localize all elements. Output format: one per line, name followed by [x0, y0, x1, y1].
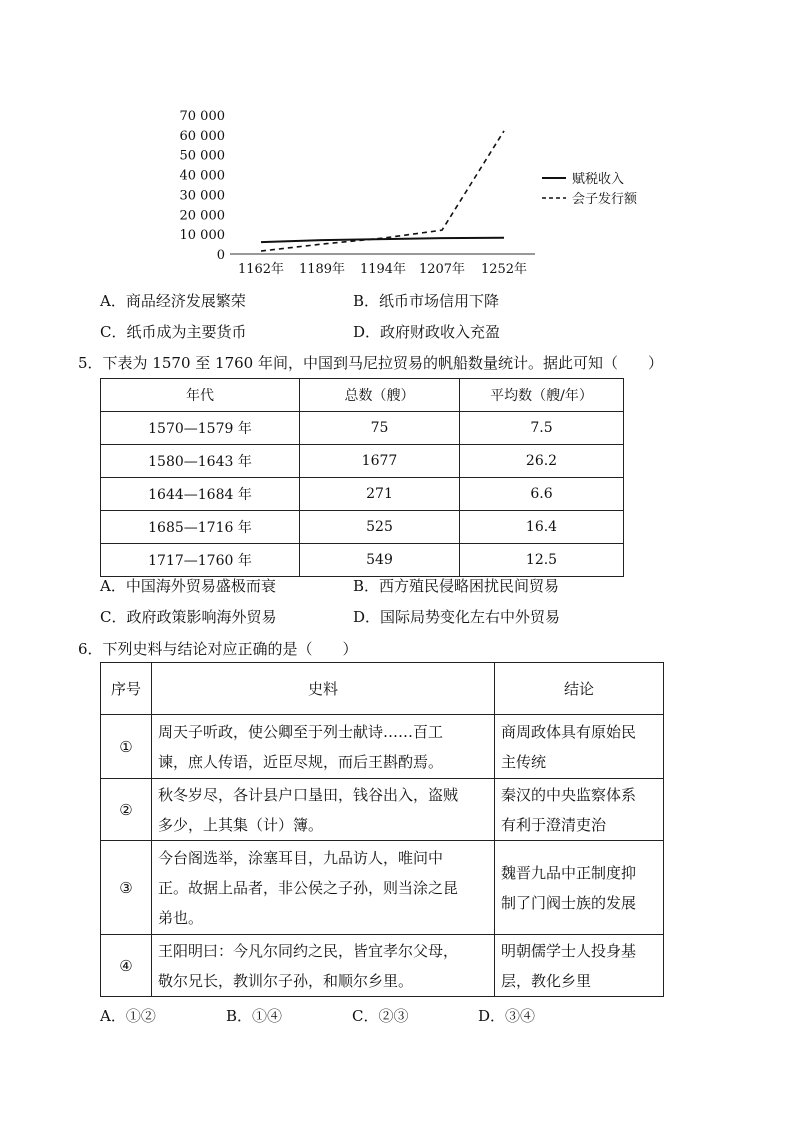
conclusion-line: 制了门阀士族的发展 — [501, 893, 637, 912]
row-number: ④ — [101, 935, 152, 997]
source-line: 谏，庶人传语，近臣尽规，而后王斟酌焉。 — [158, 752, 444, 771]
series-lines — [261, 131, 504, 251]
q6-option-b[interactable]: B．①④ — [226, 1007, 283, 1025]
conclusion-cell — [495, 779, 664, 841]
q5-table — [100, 378, 624, 577]
table-cell: 1580—1643 年 — [101, 445, 300, 478]
q6-option-c[interactable]: C．②③ — [352, 1007, 409, 1025]
q5-option-d[interactable]: D．国际局势变化左右中外贸易 — [353, 608, 561, 626]
y-tick-label: 20 000 — [179, 208, 225, 224]
table-row — [101, 478, 624, 511]
x-tick-label: 1194年 — [359, 262, 407, 277]
x-tick-label: 1207年 — [418, 262, 466, 277]
conclusion-line: 商周政体具有原始民 — [501, 722, 637, 741]
source-line: 多少，上其集（计）簿。 — [158, 815, 324, 834]
table-row — [101, 715, 664, 779]
conclusion-line: 魏晋九品中正制度抑 — [501, 863, 637, 882]
legend — [542, 171, 638, 207]
table-cell: 1685—1716 年 — [101, 511, 300, 544]
conclusion-line: 层，教化乡里 — [501, 971, 592, 990]
q5-option-a[interactable]: A．中国海外贸易盛极而衰 — [100, 577, 276, 595]
conclusion-cell — [495, 841, 664, 935]
source-line: 秋冬岁尽，各计县户口垦田，钱谷出入，盗贼 — [158, 785, 459, 804]
table-cell: 75 — [300, 412, 460, 445]
q4-option-d[interactable]: D．政府财政收入充盈 — [353, 323, 501, 341]
source-line: 正。故据上品者，非公侯之子孙，则当涂之昆 — [158, 878, 459, 897]
table-cell: 1644—1684 年 — [101, 478, 300, 511]
table-cell: 1717—1760 年 — [101, 544, 300, 577]
q5-option-c[interactable]: C．政府政策影响海外贸易 — [100, 608, 277, 626]
table-cell: 549 — [300, 544, 460, 577]
table-cell: 16.4 — [460, 511, 624, 544]
source-line: 今台阁选举，涂塞耳目，九品访人，唯问中 — [158, 848, 444, 867]
table-row — [101, 779, 664, 841]
y-tick-label: 0 — [216, 248, 225, 263]
table-row — [101, 445, 624, 478]
source-line: 王阳明曰：今凡尔同约之民，皆宜孝尔父母， — [158, 941, 459, 960]
table-header-row — [101, 379, 624, 412]
source-cell — [152, 935, 495, 997]
q4-option-b[interactable]: B．纸币市场信用下降 — [353, 292, 500, 310]
y-tick-label: 30 000 — [179, 188, 225, 204]
q6-stem: 6．下列史料与结论对应正确的是（ ） — [78, 640, 358, 658]
y-tick-label: 40 000 — [179, 168, 225, 184]
table-cell: 7.5 — [460, 412, 624, 445]
x-axis-tick-labels — [238, 261, 527, 277]
table-cell: 271 — [300, 478, 460, 511]
legend-label: 赋税收入 — [572, 172, 625, 187]
q5-stem: 5．下表为 1570 至 1760 年间，中国到马尼拉贸易的帆船数量统计。据此可知（ ） — [78, 354, 663, 372]
table-header-cell: 年代 — [101, 379, 300, 412]
q6-option-a[interactable]: A．①② — [100, 1007, 156, 1025]
table-cell: 26.2 — [460, 445, 624, 478]
table-row — [101, 412, 624, 445]
series-line-tax — [261, 238, 504, 242]
source-line: 弟也。 — [158, 908, 204, 927]
x-tick-label: 1252年 — [480, 262, 528, 277]
table-row — [101, 841, 664, 935]
table-header-cell: 平均数（艘/年） — [460, 379, 624, 412]
source-line: 周天子听政，使公卿至于列士献诗……百工 — [158, 722, 444, 741]
table-row — [101, 544, 624, 577]
table-header-cell: 序号 — [101, 663, 152, 715]
row-number: ② — [101, 779, 152, 841]
table-header-cell: 史料 — [152, 663, 495, 715]
row-number: ① — [101, 715, 152, 779]
y-axis-tick-labels — [180, 109, 226, 263]
conclusion-line: 秦汉的中央监察体系 — [501, 785, 637, 804]
conclusion-cell — [495, 935, 664, 997]
conclusion-cell — [495, 715, 664, 779]
table-header-row — [101, 663, 664, 715]
table-cell: 12.5 — [460, 544, 624, 577]
table-cell: 1570—1579 年 — [101, 412, 300, 445]
row-number: ③ — [101, 841, 152, 935]
table-header-cell: 结论 — [495, 663, 664, 715]
line-chart — [170, 100, 650, 280]
table-row — [101, 511, 624, 544]
source-cell — [152, 779, 495, 841]
x-tick-label: 1189年 — [298, 262, 346, 277]
y-tick-label: 60 000 — [179, 128, 225, 144]
conclusion-line: 主传统 — [501, 752, 547, 771]
legend-label: 会子发行额 — [572, 192, 638, 207]
table-cell: 525 — [300, 511, 460, 544]
source-cell — [152, 841, 495, 935]
q5-option-b[interactable]: B．西方殖民侵略困扰民间贸易 — [353, 577, 560, 595]
y-tick-label: 10 000 — [179, 228, 225, 244]
source-line: 敬尔兄长，教训尔子孙，和顺尔乡里。 — [158, 971, 414, 990]
x-tick-label: 1162年 — [237, 262, 285, 277]
series-line-huizi — [261, 131, 504, 251]
conclusion-line: 有利于澄清吏治 — [501, 815, 607, 834]
table-cell: 1677 — [300, 445, 460, 478]
table-header-cell: 总数（艘） — [300, 379, 460, 412]
y-tick-label: 70 000 — [179, 109, 225, 124]
q6-table — [100, 662, 664, 997]
table-cell: 6.6 — [460, 478, 624, 511]
table-row — [101, 935, 664, 997]
q4-option-c[interactable]: C．纸币成为主要货币 — [100, 323, 247, 341]
conclusion-line: 明朝儒学士人投身基 — [501, 941, 637, 960]
source-cell — [152, 715, 495, 779]
y-tick-label: 50 000 — [179, 148, 225, 164]
q6-option-d[interactable]: D．③④ — [478, 1007, 536, 1025]
q4-option-a[interactable]: A．商品经济发展繁荣 — [100, 292, 246, 310]
